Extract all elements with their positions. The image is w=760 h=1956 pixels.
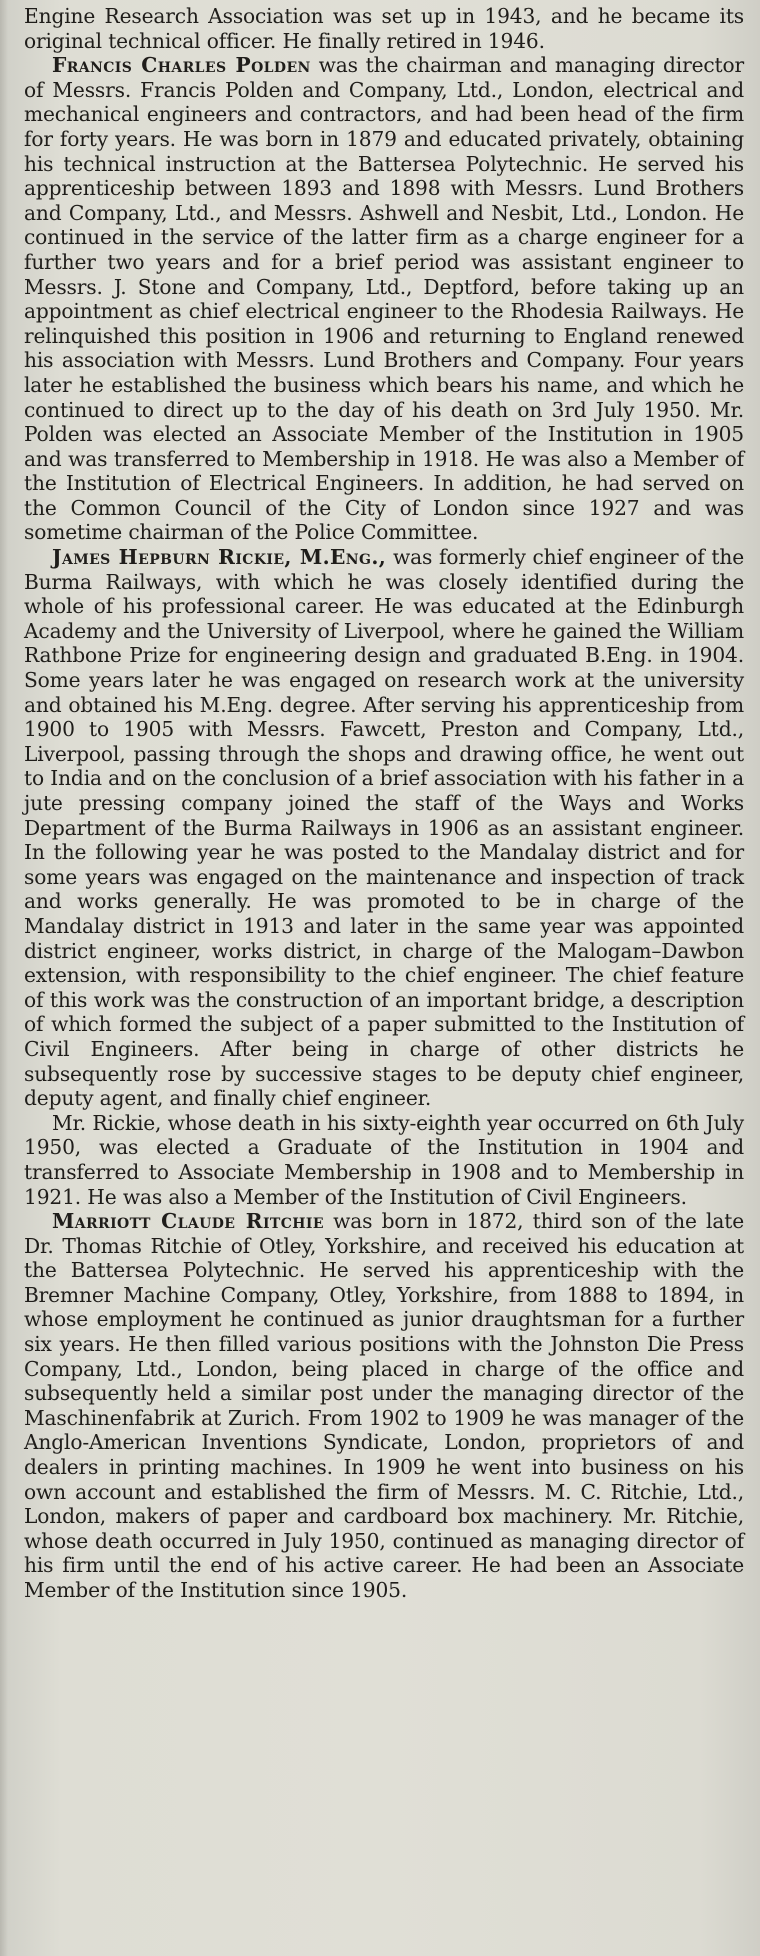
entry-text-rickie: was formerly chief engineer of the Burma Railways, with which he was closely identified during the whole of his professional career. He was educated at the Edinburgh Academy and the University of Liverpool, where he gained the William Rathbone Prize for engineering design and graduated B.Eng. in 1904. Some years later he was engaged on research work at the university and obtained his M.Eng. degree. After serving his apprenticeship from 1900 to 1905 with Messrs. Fawcett, Preston and Company, Ltd., Liverpool, passing through the shops and drawing office, he went out to India and on the conclusion of a brief association with his father in a jute pressing company joined the staff of the Ways and Works Department of the Burma Railways in 1906 as an assistant engineer. In the following year he was posted to the Mandalay district and for some years was engaged on the maintenance and inspection of track and works generally. He was promoted to be in charge of the Mandalay district in 1913 and later in the same year was appointed district engineer, works district, in charge of the Malogam–Dawbon extension, with responsibility to the chief engineer. The chief feature of this work was the construction of an important bridge, a description of which formed the subject of a paper submitted to the Institution of Civil Engineers. After being in charge of other districts he subsequently rose by successive stages to be deputy chief engineer, deputy agent, and finally chief engineer. [24,545,744,1111]
entry-name-polden: Francis Charles Polden [52,53,311,78]
entry-text-polden: was the chairman and managing director of Messrs. Francis Polden and Company, Ltd., London, electrical and mechanical engineers and contractors, and had been head of the firm for forty years. He was born in 1879 and educated privately, obtaining his technical instruction at the Battersea Polytechnic. He served his apprenticeship between 1893 and 1898 with Messrs. Lund Brothers and Company, Ltd., and Messrs. Ashwell and Nesbit, Ltd., London. He continued in the service of the latter firm as a charge engineer for a further two years and for a brief period was assistant engineer to Messrs. J. Stone and Company, Ltd., Deptford, before taking up an appointment as chief electrical engineer to the Rhodesia Railways. He relinquished this position in 1906 and returning to England renewed his association with Messrs. Lund Brothers and Company. Four years later he established the business which bears his name, and which he continued to direct up to the day of his death on 3rd July 1950. Mr. Polden was elected an Associate Member of the Institution in 1905 and was transferred to Membership in 1918. He was also a Member of the Institution of Electrical Engineers. In addition, he had served on the Common Council of the City of London since 1927 and was sometime chairman of the Police Committee. [24,53,745,545]
obituary-entry-rickie-continued [24,1111,744,1209]
intro-paragraph [24,4,744,53]
entry-text-rickie-second-paragraph: Mr. Rickie, whose death in his sixty-eighth year occurred on 6th July 1950, was elected a Graduate of the Institution in 1904 and transferred to Associate Membership in 1908 and to Membership in 1921. He was also a Member of the Institution of Civil Engineers. [24,1110,744,1209]
obituary-entry-ritchie [24,1209,744,1603]
intro-text: Engine Research Association was set up in 1943, and he became its original technical officer. He finally retired in 1946. [24,4,744,53]
entry-text-ritchie: was born in 1872, third son of the late Dr. Thomas Ritchie of Otley, Yorkshire, and received his education at the Battersea Polytechnic. He served his apprenticeship with the Bremner Machine Company, Otley, Yorkshire, from 1888 to 1894, in whose employment he continued as junior draughtsman for a further six years. He then filled various positions with the Johnston Die Press Company, Ltd., London, being placed in charge of the office and subsequently held a similar post under the managing director of the Maschinenfabrik at Zurich. From 1902 to 1909 he was manager of the Anglo-American Inventions Syndicate, London, proprietors of and dealers in printing machines. In 1909 he went into business on his own account and established the firm of Messrs. M. C. Ritchie, Ltd., London, makers of paper and cardboard box machinery. Mr. Ritchie, whose death occurred in July 1950, continued as managing director of his firm until the end of his active career. He had been an Associate Member of the Institution since 1905. [24,1209,744,1602]
obituary-entry-rickie [24,545,744,1111]
entry-name-rickie: James Hepburn Rickie, M.Eng., [52,545,387,570]
obituary-entry-polden [24,53,744,545]
entry-name-ritchie: Marriott Claude Ritchie [52,1209,324,1234]
